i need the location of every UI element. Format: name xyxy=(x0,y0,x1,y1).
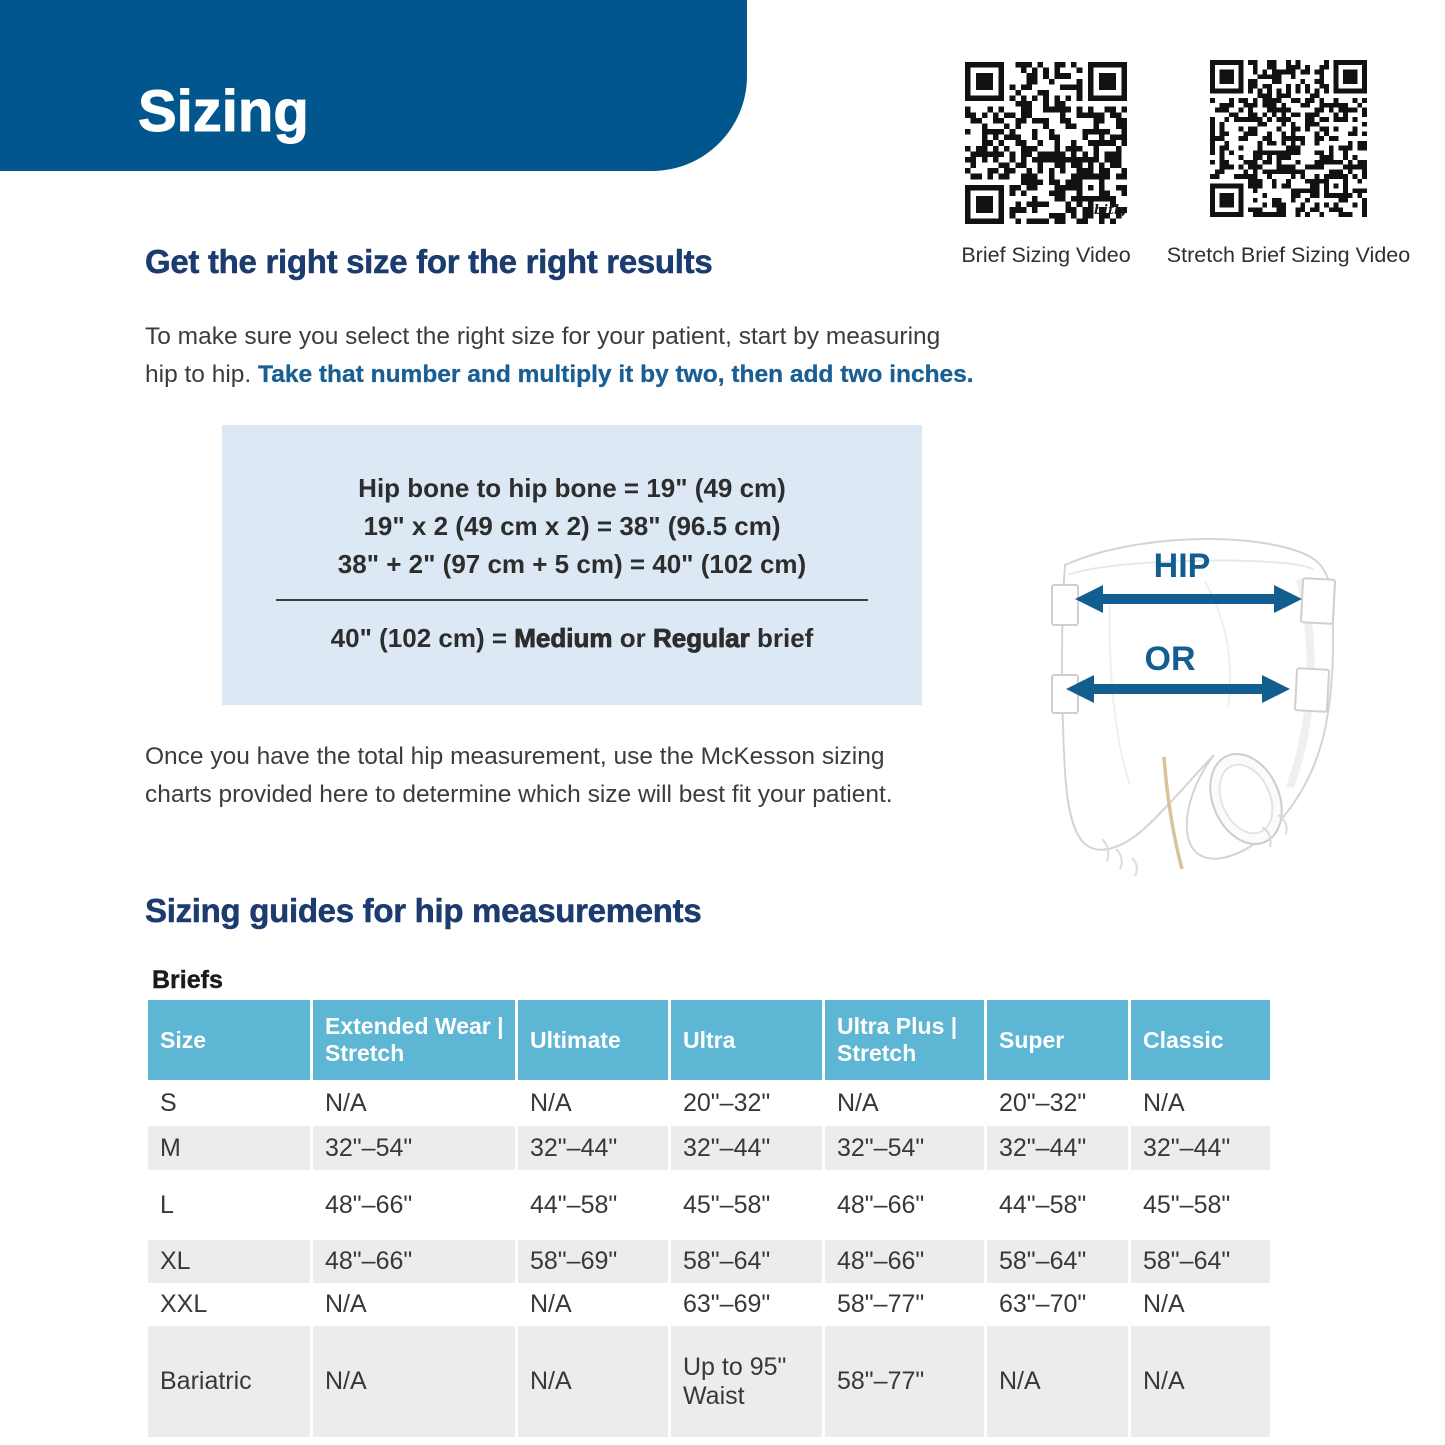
value-cell: 45"–58" xyxy=(668,1170,822,1240)
intro-line1: To make sure you select the right size for your patient, start by measuring xyxy=(145,323,941,350)
value-cell: 32"–44" xyxy=(668,1126,822,1170)
qr-code-icon xyxy=(965,62,1127,224)
qr-label-stretch-brief-sizing: Stretch Brief Sizing Video xyxy=(1166,243,1411,267)
outro-paragraph xyxy=(145,738,1075,814)
table-row xyxy=(148,1283,1270,1326)
calc-result-regular: Regular xyxy=(652,623,750,653)
page-title: Sizing xyxy=(138,79,309,144)
calc-result-or: or xyxy=(612,623,653,653)
calc-line3: 38" + 2" (97 cm + 5 cm) = 40" (102 cm) xyxy=(337,549,807,579)
header-banner xyxy=(0,0,747,171)
calculation-example-box xyxy=(222,425,922,705)
col-header-size: Size xyxy=(148,1000,310,1080)
col-header-extended-wear-stretch: Extended Wear | Stretch xyxy=(310,1000,515,1080)
qr-code-stretch-brief-sizing-video xyxy=(1210,60,1367,217)
outro-line1: Once you have the total hip measurement, use the McKesson sizing xyxy=(145,743,885,770)
bitly-watermark: bitly xyxy=(1094,203,1127,218)
value-cell: 20"–32" xyxy=(984,1080,1128,1126)
value-cell: N/A xyxy=(310,1080,515,1126)
col-header-classic: Classic xyxy=(1128,1000,1270,1080)
table-header-row xyxy=(148,1000,1270,1080)
value-cell: N/A xyxy=(1128,1080,1270,1126)
value-cell: N/A xyxy=(822,1080,984,1126)
value-cell: N/A xyxy=(984,1326,1128,1437)
calc-line1: Hip bone to hip bone = 19" (49 cm) xyxy=(358,473,786,503)
value-cell: 58"–64" xyxy=(984,1240,1128,1283)
table-row xyxy=(148,1240,1270,1283)
value-cell: 32"–44" xyxy=(515,1126,668,1170)
value-cell: N/A xyxy=(515,1326,668,1437)
value-cell: 58"–69" xyxy=(515,1240,668,1283)
col-header-ultra-plus-stretch: Ultra Plus | Stretch xyxy=(822,1000,984,1080)
calc-divider xyxy=(276,599,868,601)
value-cell: 32"–54" xyxy=(822,1126,984,1170)
table-row xyxy=(148,1170,1270,1240)
size-cell: Bariatric xyxy=(148,1326,310,1437)
calc-result-suffix: brief xyxy=(749,623,814,653)
value-cell: 58"–64" xyxy=(1128,1240,1270,1283)
intro-line2 xyxy=(145,356,1075,394)
brief-diagram xyxy=(1050,527,1340,882)
intro-paragraph xyxy=(145,318,1075,394)
value-cell: 20"–32" xyxy=(668,1080,822,1126)
section-heading-sizing-guides: Sizing guides for hip measurements xyxy=(145,892,702,929)
value-cell: 44"–58" xyxy=(515,1170,668,1240)
calc-result-medium: Medium xyxy=(514,623,613,653)
size-cell: S xyxy=(160,1088,177,1117)
value-cell: 58"–77" xyxy=(822,1283,984,1326)
value-cell: 32"–44" xyxy=(984,1126,1128,1170)
value-cell: 63"–69" xyxy=(668,1283,822,1326)
size-cell: L xyxy=(160,1190,174,1219)
value-cell: N/A xyxy=(1128,1326,1270,1437)
briefs-sizing-table xyxy=(148,1000,1270,1437)
qr-code-icon xyxy=(1210,60,1367,217)
table-row xyxy=(148,1126,1270,1170)
value-cell: N/A xyxy=(1128,1283,1270,1326)
qr-code-brief-sizing-video xyxy=(965,62,1127,224)
value-cell: 48"–66" xyxy=(310,1240,515,1283)
value-cell: 58"–64" xyxy=(668,1240,822,1283)
value-cell: 45"–58" xyxy=(1128,1170,1270,1240)
value-cell: N/A xyxy=(310,1283,515,1326)
col-header-ultra: Ultra xyxy=(668,1000,822,1080)
hip-label: HIP xyxy=(1153,547,1211,585)
table-row xyxy=(148,1326,1270,1437)
value-cell: 48"–66" xyxy=(822,1240,984,1283)
value-cell: 63"–70" xyxy=(984,1283,1128,1326)
value-cell: N/A xyxy=(515,1080,668,1126)
value-cell: Up to 95" Waist xyxy=(668,1326,822,1437)
value-cell: 32"–44" xyxy=(1128,1126,1270,1170)
col-header-super: Super xyxy=(984,1000,1128,1080)
value-cell: N/A xyxy=(310,1326,515,1437)
table-subheading-briefs: Briefs xyxy=(152,966,223,994)
size-cell: M xyxy=(148,1126,310,1170)
value-cell: 48"–66" xyxy=(822,1170,984,1240)
outro-line2: charts provided here to determine which size will best fit your patient. xyxy=(145,781,893,808)
value-cell: 48"–66" xyxy=(310,1170,515,1240)
value-cell: 58"–77" xyxy=(822,1326,984,1437)
intro-line2-regular: hip to hip. xyxy=(145,361,259,388)
col-header-ultimate: Ultimate xyxy=(515,1000,668,1080)
size-cell: XL xyxy=(148,1240,310,1283)
value-cell: 44"–58" xyxy=(984,1170,1128,1240)
size-cell: XXL xyxy=(160,1290,208,1318)
calc-result-prefix: 40" (102 cm) = xyxy=(330,623,515,653)
table-row xyxy=(148,1080,1270,1126)
calc-line2: 19" x 2 (49 cm x 2) = 38" (96.5 cm) xyxy=(363,511,781,541)
or-label: OR xyxy=(1144,640,1196,678)
qr-label-brief-sizing: Brief Sizing Video xyxy=(961,243,1131,267)
calc-result-line xyxy=(222,623,922,654)
value-cell: 32"–54" xyxy=(310,1126,515,1170)
section-heading-right-size: Get the right size for the right results xyxy=(145,243,713,280)
value-cell: N/A xyxy=(515,1283,668,1326)
intro-line2-bold: Take that number and multiply it by two, then add two inches. xyxy=(258,361,974,388)
